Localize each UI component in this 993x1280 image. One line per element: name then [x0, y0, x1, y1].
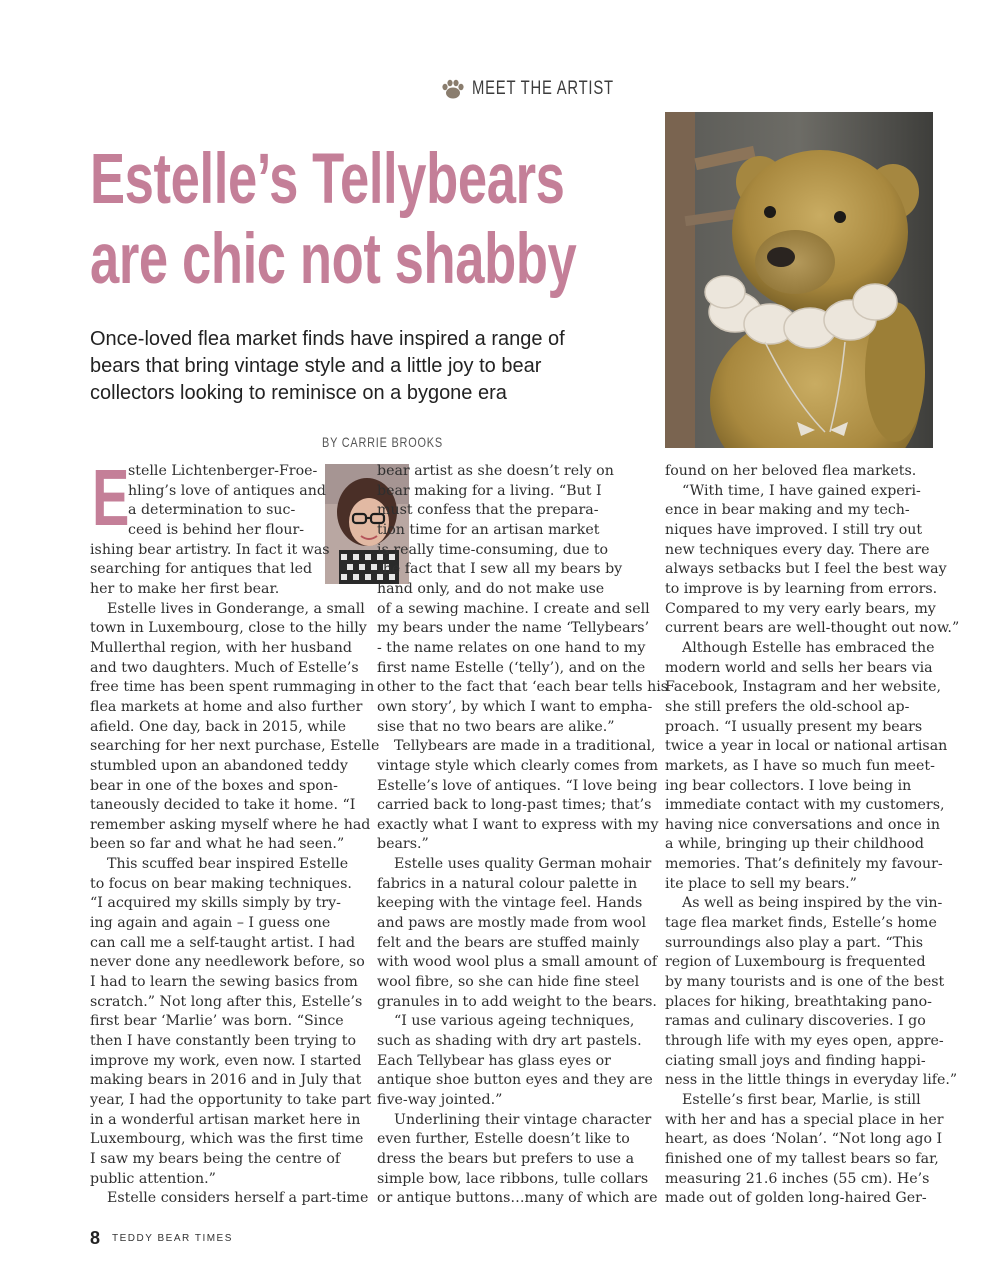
body-line: Compared to my very early bears, my [665, 600, 936, 617]
body-line: new techniques every day. There are [665, 541, 930, 558]
body-column-2 [377, 462, 669, 1209]
body-line: exactly what I want to express with my [377, 816, 659, 833]
body-line: a determination to suc- [128, 502, 296, 519]
body-line: finished one of my tallest bears so far, [665, 1150, 939, 1167]
body-line: ence in bear making and my tech- [665, 502, 910, 519]
body-line: through life with my eyes open, appre- [665, 1033, 944, 1050]
body-line: “I use various ageing techniques, [394, 1013, 635, 1030]
body-line: ness in the little things in everyday life.” [665, 1072, 958, 1089]
body-line: surroundings also play a part. “This [665, 934, 924, 951]
body-line: always setbacks but I feel the best way [665, 561, 947, 578]
body-line: stelle Lichtenberger-Froe- [128, 463, 318, 479]
body-line: tage flea market finds, Estelle’s home [665, 915, 937, 932]
body-line: been so far and what he had seen.” [90, 836, 345, 853]
body-line: simple bow, lace ribbons, tulle collars [377, 1170, 649, 1187]
body-line: such as shading with dry art pastels. [377, 1033, 642, 1050]
body-line: ceed is behind her flour- [128, 521, 305, 538]
standfirst: Once-loved flea market finds have inspired a range of bears that bring vintage style and a little joy to bear collectors looking to reminisce on a bygone era [90, 328, 565, 404]
body-line: markets, as I have so much fun meet- [665, 757, 935, 774]
headline-line-2: are chic not shabby [90, 220, 577, 299]
body-line: felt and the bears are stuffed mainly [377, 934, 640, 951]
body-line: measuring 21.6 inches (55 cm). He’s [665, 1170, 930, 1187]
body-line: dress the bears but prefers to use a [377, 1150, 635, 1167]
body-line: is really time-consuming, due to [377, 541, 609, 558]
body-line: tion time for an artisan market [377, 521, 600, 538]
body-line: to improve is by learning from errors. [665, 580, 938, 597]
body-line: immediate contact with my customers, [665, 797, 945, 814]
body-line: by many tourists and is one of the best [665, 974, 945, 991]
body-column-3 [665, 462, 960, 1209]
body-line: Mullerthal region, with her husband [90, 639, 352, 656]
body-line: region of Luxembourg is frequented [665, 954, 926, 971]
body-line: of a sewing machine. I create and sell [377, 600, 650, 617]
body-line: other to the fact that ‘each bear tells his [377, 679, 669, 696]
body-line: even further, Estelle doesn’t like to [377, 1131, 630, 1148]
body-column-1 [90, 462, 380, 1209]
body-line: “I acquired my skills simply by try- [90, 895, 341, 912]
body-line: ishing bear artistry. In fact it was [90, 541, 330, 558]
body-line: As well as being inspired by the vin- [682, 895, 943, 912]
body-line: five-way jointed.” [377, 1092, 503, 1108]
body-line: heart, as does ‘Nolan’. “Not long ago I [665, 1131, 943, 1148]
body-line: the fact that I sew all my bears by [377, 561, 623, 578]
body-line: then I have constantly been trying to [90, 1033, 357, 1050]
body-line: her to make her first bear. [90, 580, 280, 597]
byline: BY CARRIE BROOKS [322, 434, 443, 450]
body-line: bear making for a living. “But I [377, 482, 602, 499]
body-line: a while, bringing up their childhood [665, 836, 924, 853]
body-line: wool fibre, so she can hide fine steel [377, 974, 640, 991]
body-line: antique shoe button eyes and they are [377, 1072, 653, 1089]
body-line: bear in one of the boxes and spon- [90, 777, 338, 794]
body-line: having nice conversations and once in [665, 816, 941, 833]
body-line: proach. “I usually present my bears [665, 718, 923, 735]
body-line: ramas and culinary discoveries. I go [665, 1013, 926, 1030]
body-line: hand only, and do not make use [377, 580, 605, 597]
body-line: Estelle uses quality German mohair [394, 856, 652, 873]
body-line: This scuffed bear inspired Estelle [107, 856, 349, 873]
body-line: afield. One day, back in 2015, while [90, 718, 346, 735]
body-line: my bears under the name ‘Tellybears’ [377, 620, 650, 637]
body-line: Estelle’s love of antiques. “I love being [377, 777, 658, 794]
body-line: Underlining their vintage character [394, 1111, 652, 1128]
body-line: Estelle lives in Gonderange, a small [107, 600, 365, 617]
body-line: scratch.” Not long after this, Estelle’s [90, 993, 363, 1010]
body-line: granules in to add weight to the bears. [377, 993, 657, 1010]
body-line: own story’, by which I want to empha- [377, 698, 653, 715]
body-line: Luxembourg, which was the first time [90, 1131, 364, 1148]
body-line: Tellybears are made in a traditional, [394, 738, 656, 755]
body-line: found on her beloved flea markets. [665, 463, 917, 479]
hero-photo-teddy-bear [665, 112, 933, 448]
body-line: vintage style which clearly comes from [377, 757, 659, 774]
paw-icon [440, 78, 466, 100]
body-line: - the name relates on one hand to my [377, 639, 646, 656]
body-line: first name Estelle (‘telly’), and on the [377, 659, 646, 676]
body-line: Facebook, Instagram and her website, [665, 679, 941, 696]
body-line: bear artist as she doesn’t rely on [377, 463, 614, 479]
body-line: I had to learn the sewing basics from [90, 974, 358, 991]
page-number: 8 [90, 1228, 101, 1248]
drop-cap: E [92, 453, 130, 542]
body-line: bears.” [377, 836, 429, 853]
body-line: sise that no two bears are alike.” [377, 718, 615, 735]
headline-line-1: Estelle’s Tellybears [90, 140, 565, 219]
body-line: twice a year in local or national artisan [665, 738, 948, 755]
body-line: or antique buttons…many of which are [377, 1190, 658, 1207]
page-footer [90, 1228, 233, 1249]
body-line: keeping with the vintage feel. Hands [377, 895, 643, 912]
body-line: made out of golden long-haired Ger- [665, 1190, 927, 1207]
body-line: ing bear collectors. I love being in [665, 777, 912, 794]
body-line: Each Tellybear has glass eyes or [377, 1052, 611, 1069]
magazine-name: TEDDY BEAR TIMES [112, 1233, 233, 1244]
body-line: public attention.” [90, 1170, 216, 1187]
body-line: must confess that the prepara- [377, 502, 599, 519]
body-line: never done any needlework before, so [90, 954, 365, 971]
body-line: niques have improved. I still try out [665, 521, 923, 538]
body-line: modern world and sells her bears via [665, 659, 933, 676]
section-tag [440, 78, 654, 100]
body-line: year, I had the opportunity to take part [90, 1092, 372, 1108]
body-line: Estelle considers herself a part-time [107, 1190, 369, 1207]
body-line: stumbled upon an abandoned teddy [90, 757, 348, 774]
body-line: with wood wool plus a small amount of [377, 954, 658, 971]
body-line: ciating small joys and finding happi- [665, 1052, 926, 1069]
body-line: to focus on bear making techniques. [90, 875, 352, 892]
body-line: first bear ‘Marlie’ was born. “Since [90, 1013, 344, 1030]
body-line: remember asking myself where he had [90, 816, 371, 833]
body-line: ite place to sell my bears.” [665, 875, 857, 892]
body-line: current bears are well-thought out now.” [665, 620, 960, 637]
body-line: free time has been spent rummaging in [90, 679, 375, 696]
body-line: Estelle’s first bear, Marlie, is still [682, 1092, 921, 1108]
body-line: and paws are mostly made from wool [377, 915, 647, 932]
body-line: hling’s love of antiques and [128, 482, 326, 499]
body-line: I saw my bears being the centre of [90, 1150, 341, 1167]
body-line: town in Luxembourg, close to the hilly [90, 620, 367, 637]
body-line: improve my work, even now. I started [90, 1052, 362, 1069]
body-line: with her and has a special place in her [665, 1111, 944, 1128]
body-line: searching for her next purchase, Estelle [90, 738, 380, 755]
body-line: Although Estelle has embraced the [682, 639, 935, 656]
section-label: MEET THE ARTIST [472, 78, 614, 99]
body-line: fabrics in a natural colour palette in [377, 875, 638, 892]
body-line: making bears in 2016 and in July that [90, 1072, 362, 1089]
body-line: flea markets at home and also further [90, 698, 363, 715]
body-line: “With time, I have gained experi- [682, 482, 921, 499]
body-line: in a wonderful artisan market here in [90, 1111, 361, 1128]
body-line: can call me a self-taught artist. I had [90, 934, 356, 951]
body-line: and two daughters. Much of Estelle’s [90, 659, 359, 676]
body-line: she still prefers the old-school ap- [665, 698, 910, 715]
body-line: ing again and again – I guess one [90, 915, 331, 932]
body-line: taneously decided to take it home. “I [90, 797, 356, 814]
body-line: carried back to long-past times; that’s [377, 797, 652, 814]
body-line: searching for antiques that led [90, 561, 313, 578]
body-line: memories. That’s definitely my favour- [665, 856, 943, 873]
body-line: places for hiking, breathtaking pano- [665, 993, 932, 1010]
headline [90, 140, 577, 300]
